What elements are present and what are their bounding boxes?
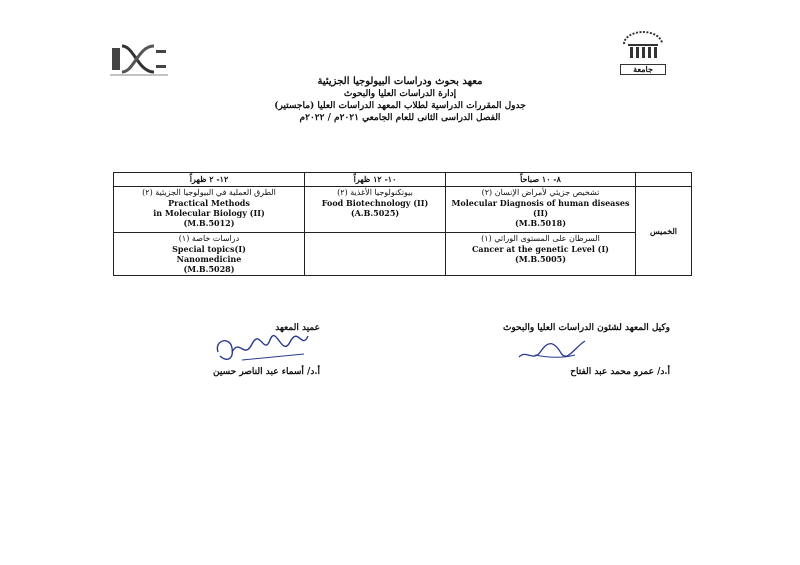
- course-name-en-line2: Nanomedicine: [176, 254, 242, 264]
- semester-label: الفصل الدراسى الثانى للعام الجامعي ٢٠٢١م / ٢٠٢٢م: [299, 113, 501, 123]
- institute-name: معهد بحوث ودراسات البيولوجيا الجزيئية: [317, 76, 483, 87]
- vice-dean-signature-block: [490, 323, 670, 377]
- course-name-ar: بيوتكنولوجيا الأغذية (٢): [337, 188, 413, 197]
- vice-dean-name: أ.د/ عمرو محمد عبد الفتاح: [570, 367, 670, 377]
- schedule-title: جدول المقررات الدراسية لطلاب المعهد الدراسات العليا (ماجستير): [274, 101, 526, 111]
- table-header-row: [114, 173, 692, 187]
- course-cell: [114, 187, 305, 233]
- university-logo-text: جامعة: [620, 64, 666, 75]
- course-cell: [305, 187, 446, 233]
- table-row: [114, 233, 692, 276]
- document-header: [0, 76, 800, 124]
- university-building-logo-icon: [620, 30, 666, 60]
- course-code: (M.B.5005): [514, 254, 567, 264]
- day-header-cell: [636, 173, 692, 187]
- time-slot-header: ١٢- ٢ ظهراً: [114, 173, 305, 187]
- table-row: [114, 187, 692, 233]
- course-code: (M.B.5012): [183, 218, 235, 228]
- dean-title: عميد المعهد: [275, 323, 320, 333]
- course-name-ar: تشخيص جزيئي لأمراض الإنسان (٢): [481, 188, 600, 197]
- time-slot-header: ١٠- ١٢ ظهراً: [305, 173, 446, 187]
- course-name-ar: الطرق العملية في البيولوجيا الجزيئية (٢): [142, 188, 276, 197]
- course-name-en: Molecular Diagnosis of human diseases (II): [451, 198, 630, 218]
- dean-signature-icon: [212, 330, 312, 366]
- course-cell: [114, 233, 305, 276]
- time-slot-header: ٨- ١٠ صباحاً: [446, 173, 636, 187]
- course-name-en-line2: in Molecular Biology (II): [153, 208, 265, 218]
- course-name-en: Practical Methods: [168, 198, 250, 208]
- course-name-en: Food Biotechnology (II): [321, 198, 429, 208]
- university-logo: [620, 30, 666, 74]
- course-name-en: Special topics(I): [172, 244, 246, 254]
- department-name: إدارة الدراسات العليا والبحوث: [343, 89, 457, 99]
- empty-course-cell: [305, 233, 446, 276]
- course-name-ar: دراسات خاصة (١): [178, 234, 240, 243]
- course-name-en: Cancer at the genetic Level (I): [472, 244, 609, 254]
- vice-dean-signature-icon: [515, 335, 590, 365]
- course-code: (M.B.5018): [514, 218, 567, 228]
- institute-dna-logo-icon: [108, 42, 170, 78]
- day-cell: الخميس: [636, 187, 692, 276]
- course-cell: [446, 233, 636, 276]
- vice-dean-title: وكيل المعهد لشئون الدراسات العليا والبحوث: [502, 323, 670, 333]
- dean-name: أ.د/ أسماء عبد الناصر حسين: [213, 367, 320, 377]
- course-name-ar: السرطان على المستوى الوراثي (١): [481, 234, 600, 243]
- schedule-table: [113, 172, 692, 276]
- course-code: (M.B.5028): [183, 264, 235, 274]
- course-cell: [446, 187, 636, 233]
- course-code: (A.B.5025): [350, 208, 400, 218]
